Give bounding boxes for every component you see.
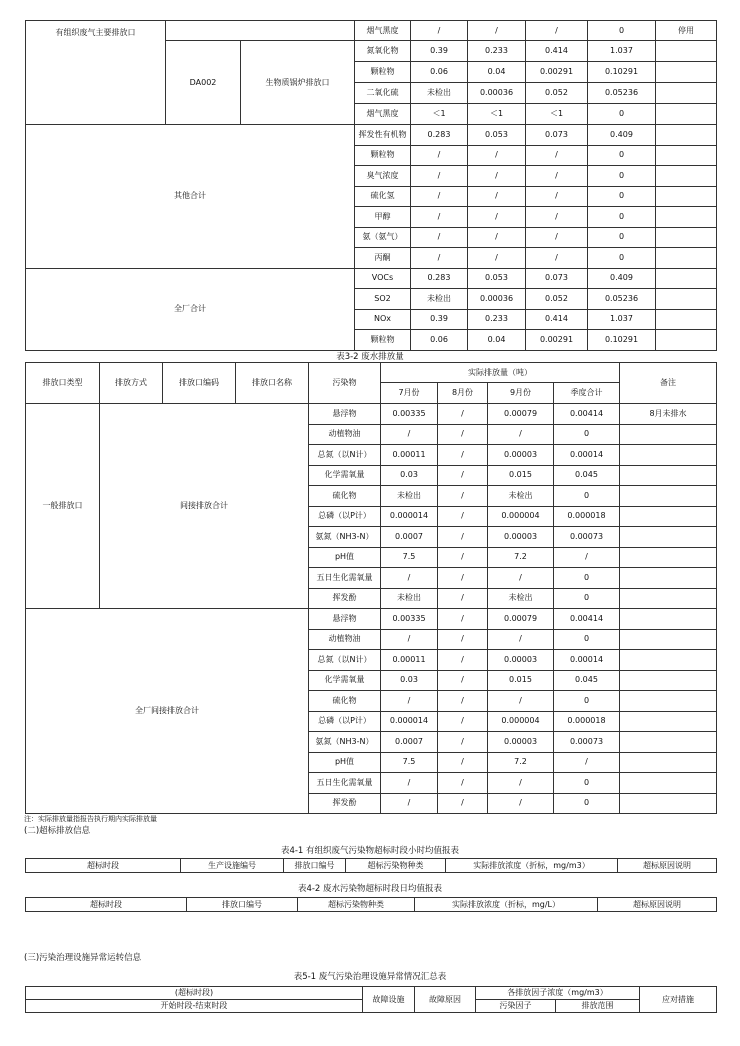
header-september: 9月份 [488,383,554,404]
note-cell [620,670,717,691]
value-cell: 0.000018 [554,506,620,527]
pollutant-cell: 挥发酚 [309,588,381,609]
value-cell: / [526,227,588,248]
pollutant-cell: 总氮（以N计） [309,650,381,671]
pollutant-cell: 动植物油 [309,629,381,650]
value-cell: 0.00414 [554,609,620,630]
value-cell: / [438,691,488,712]
note-cell [656,41,717,62]
note-cell [620,547,717,568]
value-cell: 0.000004 [488,506,554,527]
value-cell: 0.414 [526,309,588,330]
value-cell: / [526,186,588,207]
value-cell: / [438,568,488,589]
value-cell: 0.06 [411,330,468,351]
value-cell: 0.00414 [554,404,620,425]
facility-abnormal-table [25,986,717,1013]
note-cell: 停用 [656,21,717,41]
value-cell: / [438,404,488,425]
pollutant-cell: 总磷（以P计） [309,506,381,527]
value-cell: 0 [588,186,656,207]
value-cell: 0.10291 [588,330,656,351]
note-cell [620,752,717,773]
value-cell: 1.037 [588,41,656,62]
value-cell: / [468,186,526,207]
value-cell: / [468,145,526,166]
value-cell: 0.00014 [554,445,620,466]
note-cell [656,145,717,166]
pollutant-cell: pH值 [309,752,381,773]
value-cell: 0.0007 [381,527,438,548]
header-measure: 应对措施 [640,987,717,1013]
value-cell: 0.00011 [381,650,438,671]
value-cell: / [488,424,554,445]
value-cell: ＜1 [411,104,468,125]
value-cell: / [488,773,554,794]
header-outlet-code: 排放口编码 [163,363,236,404]
value-cell: ＜1 [468,104,526,125]
pollutant-cell: 颗粒物 [355,62,411,83]
header-actual-emission: 实际排放量（吨） [381,363,620,383]
value-cell: 0.073 [526,268,588,289]
value-cell: / [468,207,526,228]
plant-indirect-total-label: 全厂间接排放合计 [26,609,309,814]
value-cell: / [411,21,468,41]
value-cell: 1.037 [588,309,656,330]
value-cell: 0.00073 [554,527,620,548]
value-cell: / [488,793,554,814]
pollutant-cell: NOx [355,309,411,330]
value-cell: / [438,670,488,691]
value-cell: 未检出 [488,588,554,609]
pollutant-cell: 硫化氢 [355,186,411,207]
pollutant-cell: 臭气浓度 [355,166,411,187]
value-cell: 未检出 [381,588,438,609]
value-cell: 0.073 [526,125,588,146]
value-cell: / [438,486,488,507]
value-cell: 0.052 [526,289,588,310]
value-cell: 0 [588,166,656,187]
value-cell: / [526,145,588,166]
note-cell [620,793,717,814]
value-cell: / [526,21,588,41]
value-cell: 0.233 [468,309,526,330]
value-cell: / [526,248,588,269]
group-label-other-total: 其他合计 [26,125,355,269]
value-cell: / [438,793,488,814]
value-cell: / [411,145,468,166]
pollutant-cell: 烟气黑度 [355,104,411,125]
gas-emission-table [25,20,717,351]
value-cell: 0.00079 [488,609,554,630]
header-method: 排放方式 [100,363,163,404]
note-cell [656,166,717,187]
pollutant-cell: 总氮（以N计） [309,445,381,466]
note-cell [656,104,717,125]
value-cell: / [381,629,438,650]
value-cell: 0.00003 [488,650,554,671]
value-cell: 0 [554,486,620,507]
pollutant-cell: 动植物油 [309,424,381,445]
value-cell: 0 [588,248,656,269]
value-cell: / [411,186,468,207]
value-cell: 0.05236 [588,289,656,310]
group-label-main-outlet: 有组织废气主要排放口 [26,21,166,125]
header-cell: 实际排放浓度（折标，mg/L） [415,898,598,912]
value-cell: 0.00291 [526,62,588,83]
note-cell [620,588,717,609]
header-range: 排放范围 [556,1000,640,1013]
value-cell: / [438,752,488,773]
value-cell: 0 [554,691,620,712]
value-cell: / [438,445,488,466]
note-cell [620,465,717,486]
value-cell: 0.052 [526,83,588,104]
value-cell: 0.39 [411,309,468,330]
note-cell [620,445,717,466]
pollutant-cell: 氨氮（NH3-N） [309,732,381,753]
value-cell: 0.00011 [381,445,438,466]
value-cell: / [381,773,438,794]
value-cell: / [411,227,468,248]
value-cell: / [554,547,620,568]
table-caption-4-2: 表4-2 废水污染物超标时段日均值报表 [297,884,443,894]
value-cell: 0.00003 [488,527,554,548]
value-cell: 0 [554,568,620,589]
value-cell: 0.00014 [554,650,620,671]
pollutant-cell: 甲醇 [355,207,411,228]
pollutant-cell: 氮氧化物 [355,41,411,62]
value-cell: 0.283 [411,268,468,289]
group-label-plant-total: 全厂合计 [26,268,355,350]
value-cell: / [488,568,554,589]
value-cell: 0 [588,227,656,248]
header-august: 8月份 [438,383,488,404]
value-cell: 0 [554,588,620,609]
general-outlet-label: 一般排放口 [26,404,100,609]
value-cell: 0.000014 [381,711,438,732]
value-cell: / [438,465,488,486]
value-cell: 0.414 [526,41,588,62]
pollutant-cell: VOCs [355,268,411,289]
value-cell: 0.045 [554,465,620,486]
value-cell: 0.000004 [488,711,554,732]
note-cell [656,62,717,83]
value-cell: 0.00079 [488,404,554,425]
value-cell: / [526,166,588,187]
value-cell: 0.00036 [468,289,526,310]
gas-exceedance-table [25,858,717,873]
value-cell: / [381,793,438,814]
value-cell: / [438,629,488,650]
note-cell [656,186,717,207]
header-concentration: 各排放因子浓度（mg/m3） [476,987,640,1000]
value-cell: / [438,547,488,568]
header-note: 备注 [620,363,717,404]
value-cell: / [438,506,488,527]
header-cell: 排放口编号 [187,898,298,912]
value-cell: 0.04 [468,330,526,351]
note-cell [620,629,717,650]
pollutant-cell: 总磷（以P计） [309,711,381,732]
note-cell [656,248,717,269]
header-cell: 实际排放浓度（折标，mg/m3） [446,859,618,873]
value-cell: 0.00335 [381,609,438,630]
value-cell: 0 [554,629,620,650]
value-cell: 0.10291 [588,62,656,83]
header-cell: 生产设施编号 [181,859,284,873]
value-cell: 0.03 [381,465,438,486]
value-cell: / [381,424,438,445]
water-exceedance-table [25,897,717,912]
value-cell: / [411,207,468,228]
note-cell [656,83,717,104]
pollutant-cell: 化学需氧量 [309,465,381,486]
value-cell: 0.05236 [588,83,656,104]
value-cell: 0 [588,207,656,228]
table-caption-3-2: 表3-2 废水排放量 [336,352,404,362]
header-pollutant: 污染物 [309,363,381,404]
pollutant-cell: 五日生化需氧量 [309,568,381,589]
note-cell [620,711,717,732]
header-cell: 排放口编号 [284,859,346,873]
value-cell: / [381,568,438,589]
note-cell [620,568,717,589]
value-cell: 0.03 [381,670,438,691]
table-caption-4-1: 表4-1 有组织废气污染物超标时段小时均值报表 [280,846,460,856]
value-cell: / [468,21,526,41]
outlet-code: DA002 [166,41,241,125]
pollutant-cell: 化学需氧量 [309,670,381,691]
value-cell: 0.409 [588,268,656,289]
footnote: 注：实际排放量指报告执行期内实际排放量 [24,815,157,823]
value-cell: 0.015 [488,670,554,691]
note-cell [656,207,717,228]
note-cell: 8月未排水 [620,404,717,425]
pollutant-cell: 悬浮物 [309,609,381,630]
value-cell: 未检出 [411,289,468,310]
value-cell: 0.06 [411,62,468,83]
pollutant-cell: 挥发酚 [309,793,381,814]
value-cell: 0 [588,21,656,41]
header-period: (超标时段) [26,987,363,1000]
header-facility: 故障设施 [363,987,415,1013]
value-cell: / [488,629,554,650]
value-cell: 0.00291 [526,330,588,351]
water-emission-table [25,362,717,814]
value-cell: / [554,752,620,773]
pollutant-cell: 二氧化硫 [355,83,411,104]
value-cell: 0 [588,145,656,166]
indirect-total-label: 间接排放合计 [100,404,309,609]
value-cell: / [381,691,438,712]
value-cell: 0.00003 [488,732,554,753]
value-cell: 0.04 [468,62,526,83]
value-cell: / [468,227,526,248]
note-cell [656,289,717,310]
note-cell [620,609,717,630]
value-cell: 7.2 [488,547,554,568]
value-cell: 0.053 [468,268,526,289]
note-cell [620,650,717,671]
header-start-end: 开始时段-结束时段 [26,1000,363,1013]
table-caption-5-1: 表5-1 废气污染治理设施异常情况汇总表 [293,972,447,982]
value-cell: 0.283 [411,125,468,146]
header-outlet-type: 排放口类型 [26,363,100,404]
pollutant-cell: 硫化物 [309,486,381,507]
value-cell: / [438,773,488,794]
value-cell: 0.000018 [554,711,620,732]
pollutant-cell: 颗粒物 [355,145,411,166]
header-cell: 超标时段 [26,859,181,873]
pollutant-cell: 五日生化需氧量 [309,773,381,794]
value-cell: 未检出 [381,486,438,507]
note-cell [620,527,717,548]
header-july: 7月份 [381,383,438,404]
header-reason: 故障原因 [415,987,476,1013]
section-heading-exceedance: (二)超标排放信息 [24,826,91,836]
value-cell: 7.2 [488,752,554,773]
outlet-name: 生物质锅炉排放口 [241,41,355,125]
value-cell: 7.5 [381,752,438,773]
section-heading-abnormal: (三)污染治理设施异常运转信息 [24,953,142,963]
note-cell [620,691,717,712]
note-cell [620,773,717,794]
header-quarter-total: 季度合计 [554,383,620,404]
pollutant-cell: 氨氮（NH3-N） [309,527,381,548]
note-cell [620,486,717,507]
header-cell: 超标原因说明 [598,898,717,912]
value-cell: ＜1 [526,104,588,125]
value-cell: 0.233 [468,41,526,62]
value-cell: 0 [554,793,620,814]
header-cell: 超标时段 [26,898,187,912]
value-cell: / [488,691,554,712]
value-cell: 0 [554,424,620,445]
value-cell: 0.045 [554,670,620,691]
value-cell: 0.409 [588,125,656,146]
pollutant-cell: 烟气黑度 [355,21,411,41]
value-cell: 0.015 [488,465,554,486]
note-cell [656,309,717,330]
value-cell: / [468,166,526,187]
header-outlet-name: 排放口名称 [236,363,309,404]
pollutant-cell: pH值 [309,547,381,568]
pollutant-cell: SO2 [355,289,411,310]
note-cell [620,424,717,445]
value-cell: 0.00073 [554,732,620,753]
value-cell: 0 [554,773,620,794]
value-cell: 7.5 [381,547,438,568]
pollutant-cell: 悬浮物 [309,404,381,425]
note-cell [620,732,717,753]
value-cell: 0.39 [411,41,468,62]
header-cell: 超标原因说明 [618,859,717,873]
note-cell [620,506,717,527]
value-cell: / [438,650,488,671]
value-cell: 0.00335 [381,404,438,425]
value-cell: / [526,207,588,228]
value-cell: 0.0007 [381,732,438,753]
header-cell: 超标污染物种类 [298,898,415,912]
value-cell: / [438,711,488,732]
value-cell: 0.053 [468,125,526,146]
note-cell [656,268,717,289]
value-cell: 0.00003 [488,445,554,466]
pollutant-cell: 挥发性有机物 [355,125,411,146]
value-cell: 未检出 [488,486,554,507]
note-cell [656,227,717,248]
value-cell: 0 [588,104,656,125]
empty-cell [166,21,355,41]
header-cell: 超标污染物种类 [346,859,446,873]
header-factor: 污染因子 [476,1000,556,1013]
pollutant-cell: 丙酮 [355,248,411,269]
value-cell: / [438,424,488,445]
value-cell: / [468,248,526,269]
value-cell: / [438,609,488,630]
value-cell: / [438,588,488,609]
value-cell: 未检出 [411,83,468,104]
pollutant-cell: 氨（氨气） [355,227,411,248]
value-cell: / [438,732,488,753]
pollutant-cell: 硫化物 [309,691,381,712]
value-cell: / [438,527,488,548]
note-cell [656,330,717,351]
pollutant-cell: 颗粒物 [355,330,411,351]
value-cell: 0.000014 [381,506,438,527]
value-cell: 0.00036 [468,83,526,104]
value-cell: / [411,248,468,269]
value-cell: / [411,166,468,187]
note-cell [656,125,717,146]
